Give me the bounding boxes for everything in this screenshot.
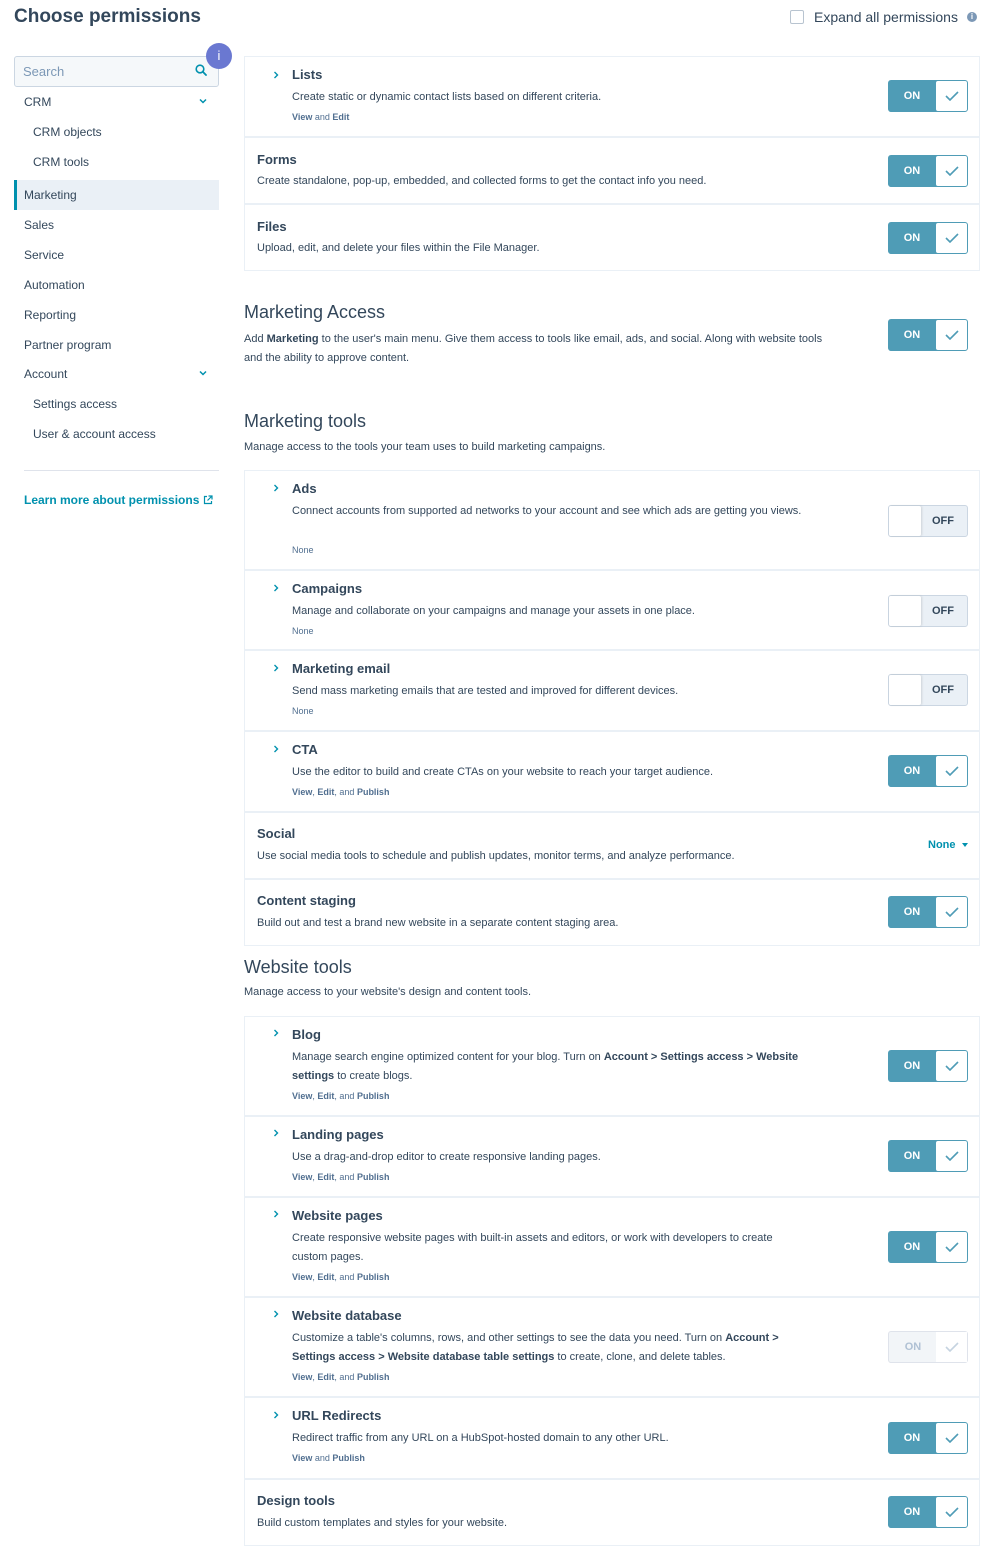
sidebar-item-crm[interactable]: CRM xyxy=(14,87,219,117)
permission-row-social xyxy=(244,812,980,879)
chevron-right-icon[interactable] xyxy=(273,664,279,672)
row-description: Manage search engine optimized content for your blog. Turn on Account > Settings access > Website settings to create blogs. xyxy=(292,1051,799,1082)
checkmark-icon xyxy=(945,1151,959,1161)
checkmark-icon xyxy=(945,1242,959,1252)
row-description: Redirect traffic from any URL on a HubSpot-hosted domain to any other URL. xyxy=(292,1432,669,1444)
row-description: Upload, edit, and delete your files within the File Manager. xyxy=(257,242,540,254)
permission-row-lists xyxy=(244,56,980,137)
marketing-email-toggle[interactable]: OFF xyxy=(888,674,968,706)
social-access-dropdown[interactable]: None xyxy=(928,839,968,851)
marketing-tools-description: Manage access to the tools your team uses to build marketing campaigns. xyxy=(244,441,606,453)
search-icon[interactable] xyxy=(195,64,207,76)
row-description: Create responsive website pages with built-in assets and editors, or work with developers to create custom pages. xyxy=(292,1232,773,1263)
lists-toggle[interactable]: ON xyxy=(888,80,968,112)
row-description: Use the editor to build and create CTAs on your website to reach your target audience. xyxy=(292,766,714,778)
checkmark-icon xyxy=(945,766,959,776)
permission-row-url-redirects xyxy=(244,1397,980,1479)
row-access-level: None xyxy=(292,545,314,555)
row-access-level: View, Edit, and Publish xyxy=(292,1272,390,1282)
marketing-access-toggle[interactable]: ON xyxy=(888,319,968,351)
caret-down-icon xyxy=(962,843,968,847)
chevron-right-icon[interactable] xyxy=(273,484,279,492)
website-pages-toggle[interactable]: ON xyxy=(888,1231,968,1263)
row-title[interactable]: Ads xyxy=(292,481,317,496)
checkmark-icon xyxy=(945,233,959,243)
row-access-level: View, Edit, and Publish xyxy=(292,1172,390,1182)
expand-all-checkbox[interactable] xyxy=(790,10,804,24)
forms-toggle[interactable]: ON xyxy=(888,155,968,187)
row-description: Build custom templates and styles for your website. xyxy=(257,1517,508,1529)
sidebar-item-automation[interactable]: Automation xyxy=(24,278,85,292)
row-title[interactable]: Blog xyxy=(292,1027,321,1042)
row-description: Use a drag-and-drop editor to create responsive landing pages. xyxy=(292,1151,601,1163)
content-staging-toggle[interactable]: ON xyxy=(888,896,968,928)
search-field[interactable] xyxy=(14,56,219,87)
ads-toggle[interactable]: OFF xyxy=(888,505,968,537)
sidebar-item-service[interactable]: Service xyxy=(24,248,65,262)
marketing-access-description: Add Marketing to the user's main menu. Give them access to tools like email, ads, and social. Along with website tools and the ability to approve content. xyxy=(244,333,823,364)
sidebar-item-sales[interactable]: Sales xyxy=(24,218,55,232)
row-description: Use social media tools to schedule and publish updates, monitor terms, and analyze performance. xyxy=(257,850,735,862)
row-description: Manage and collaborate on your campaigns and manage your assets in one place. xyxy=(292,605,695,617)
row-title[interactable]: Campaigns xyxy=(292,581,363,596)
row-title[interactable]: URL Redirects xyxy=(292,1408,382,1423)
chevron-right-icon[interactable] xyxy=(273,1129,279,1137)
row-access-level: View, Edit, and Publish xyxy=(292,1091,390,1101)
row-description: Send mass marketing emails that are tested and improved for different devices. xyxy=(292,685,679,697)
sidebar-item-reporting[interactable]: Reporting xyxy=(24,308,77,322)
external-link-icon xyxy=(203,495,213,505)
row-title[interactable]: Website pages xyxy=(292,1208,383,1223)
page-title: Choose permissions xyxy=(14,6,201,27)
chevron-down-icon[interactable] xyxy=(199,97,207,105)
sidebar-divider xyxy=(24,470,219,471)
info-icon[interactable]: i xyxy=(967,12,977,22)
marketing-access-title: Marketing Access xyxy=(244,302,386,322)
checkmark-icon xyxy=(945,1433,959,1443)
checkmark-icon xyxy=(945,907,959,917)
row-access-level: None xyxy=(292,626,314,636)
website-tools-description: Manage access to your website's design and content tools. xyxy=(244,986,532,998)
row-access-level: View and Publish xyxy=(292,1453,365,1463)
design-tools-toggle[interactable]: ON xyxy=(888,1496,968,1528)
website-database-toggle: ON xyxy=(888,1331,968,1363)
permission-row-content-staging xyxy=(244,879,980,946)
files-toggle[interactable]: ON xyxy=(888,222,968,254)
help-avatar[interactable]: i xyxy=(206,43,232,69)
chevron-right-icon[interactable] xyxy=(273,1310,279,1318)
sidebar-item-settings-access[interactable]: Settings access xyxy=(33,397,118,411)
chevron-right-icon[interactable] xyxy=(273,1411,279,1419)
row-title: Content staging xyxy=(257,893,356,908)
row-access-level: View and Edit xyxy=(292,112,350,122)
blog-toggle[interactable]: ON xyxy=(888,1050,968,1082)
row-description: Connect accounts from supported ad networks to your account and see which ads are getting you views. xyxy=(292,505,802,517)
row-access-level: View, Edit, and Publish xyxy=(292,787,390,797)
row-title: Files xyxy=(257,219,287,234)
sidebar-item-account[interactable]: Account xyxy=(14,359,219,389)
permission-row-campaigns xyxy=(244,570,980,650)
checkmark-icon xyxy=(945,1061,959,1071)
permission-row-ads xyxy=(244,470,980,570)
sidebar-item-user-account-access[interactable]: User & account access xyxy=(33,427,156,441)
expand-all-control[interactable] xyxy=(790,9,977,25)
checkmark-icon xyxy=(945,166,959,176)
learn-more-link[interactable]: Learn more about permissions xyxy=(24,493,213,507)
checkmark-icon xyxy=(945,1342,959,1352)
row-title[interactable]: Website database xyxy=(292,1308,402,1323)
url-redirects-toggle[interactable]: ON xyxy=(888,1422,968,1454)
search-input[interactable] xyxy=(15,57,183,86)
website-tools-title: Website tools xyxy=(244,957,352,977)
sidebar-item-partner-program[interactable]: Partner program xyxy=(24,338,112,352)
permission-row-design-tools xyxy=(244,1479,980,1546)
row-title: Social xyxy=(257,826,296,841)
checkmark-icon xyxy=(945,330,959,340)
row-title[interactable]: Marketing email xyxy=(292,661,391,676)
chevron-right-icon[interactable] xyxy=(273,584,279,592)
row-title: Design tools xyxy=(257,1493,336,1508)
row-title[interactable]: Lists xyxy=(292,67,323,82)
sidebar-item-crm-tools[interactable]: CRM tools xyxy=(33,155,90,169)
expand-all-label[interactable]: Expand all permissions xyxy=(814,9,958,25)
chevron-right-icon[interactable] xyxy=(273,1210,279,1218)
chevron-right-icon[interactable] xyxy=(273,71,279,79)
cta-toggle[interactable]: ON xyxy=(888,755,968,787)
permission-row-cta xyxy=(244,731,980,812)
row-description: Create standalone, pop-up, embedded, and collected forms to get the contact info you need. xyxy=(257,175,707,187)
row-access-level: None xyxy=(292,706,314,716)
chevron-right-icon[interactable] xyxy=(273,745,279,753)
row-title: Forms xyxy=(257,152,297,167)
row-description: Build out and test a brand new website in a separate content staging area. xyxy=(257,917,619,929)
row-title[interactable]: CTA xyxy=(292,742,318,757)
row-access-level: View, Edit, and Publish xyxy=(292,1372,390,1382)
sidebar-item-crm-objects[interactable]: CRM objects xyxy=(33,125,102,139)
chevron-down-icon[interactable] xyxy=(199,369,207,377)
campaigns-toggle[interactable]: OFF xyxy=(888,595,968,627)
row-description: Create static or dynamic contact lists based on different criteria. xyxy=(292,91,602,103)
checkmark-icon xyxy=(945,1507,959,1517)
permission-row-landing-pages xyxy=(244,1116,980,1197)
checkmark-icon xyxy=(945,91,959,101)
permission-row-blog xyxy=(244,1016,980,1116)
sidebar-item-marketing[interactable]: Marketing xyxy=(14,180,219,210)
permission-row-website-database xyxy=(244,1297,980,1397)
marketing-tools-title: Marketing tools xyxy=(244,411,367,431)
permission-row-website-pages xyxy=(244,1197,980,1297)
row-description: Customize a table's columns, rows, and other settings to see the data you need. Turn on Account > Settings access > Website database table settings to create, clone, and delete tables. xyxy=(292,1332,779,1363)
landing-pages-toggle[interactable]: ON xyxy=(888,1140,968,1172)
permission-row-files xyxy=(244,204,980,271)
permission-row-forms xyxy=(244,137,980,204)
chevron-right-icon[interactable] xyxy=(273,1029,279,1037)
permission-row-marketing-email xyxy=(244,650,980,731)
row-title[interactable]: Landing pages xyxy=(292,1127,384,1142)
